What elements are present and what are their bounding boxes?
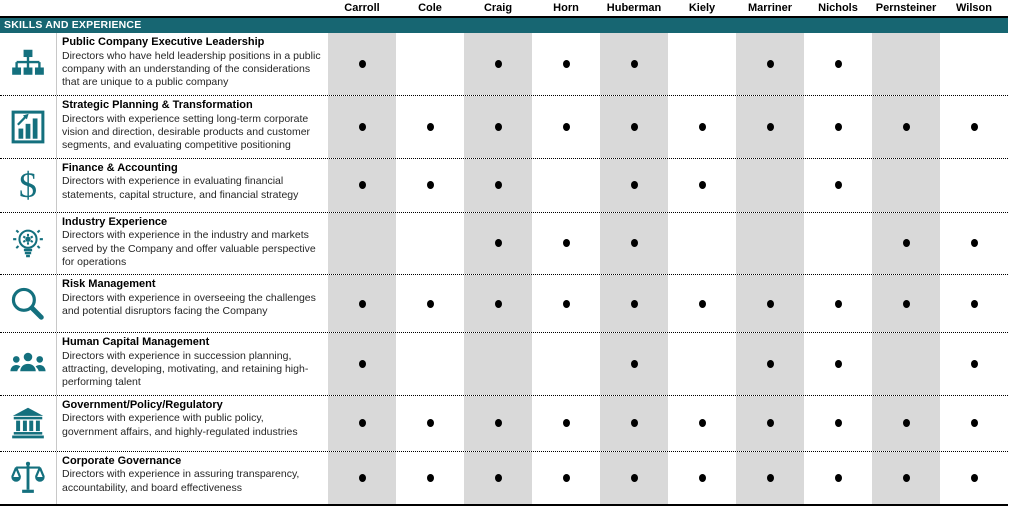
dot-icon (563, 300, 570, 308)
skill-text-cell (56, 333, 328, 395)
matrix-cell (396, 275, 464, 332)
director-name: Horn (553, 2, 579, 14)
skill-icon-cell (0, 96, 56, 158)
skill-row (0, 96, 1008, 159)
matrix-cell (396, 333, 464, 395)
matrix-cell (872, 333, 940, 395)
director-name: Pernsteiner (875, 2, 937, 14)
skill-row (0, 33, 1008, 96)
matrix-cell (396, 96, 464, 158)
skill-title: Human Capital Management (62, 336, 210, 349)
dot-icon (767, 60, 774, 68)
matrix-cell (804, 275, 872, 332)
dot-icon (631, 300, 638, 308)
svg-text:$: $ (18, 166, 38, 205)
dot-icon (835, 419, 842, 427)
dot-icon (903, 239, 910, 247)
matrix-cell (804, 333, 872, 395)
matrix-cell (464, 396, 532, 451)
matrix-cell (804, 159, 872, 212)
matrix-cell (668, 159, 736, 212)
skill-description: Directors with experience in assuring transparency, accountability, and board effectiveness (62, 468, 300, 494)
org-chart-icon (9, 45, 47, 83)
matrix-cell (668, 213, 736, 275)
dot-icon (427, 419, 434, 427)
dot-icon (767, 474, 774, 482)
dot-icon (971, 474, 978, 482)
matrix-cell (328, 275, 396, 332)
skill-title: Finance & Accounting (62, 161, 178, 174)
matrix-cell (940, 33, 1008, 95)
dot-icon (563, 239, 570, 247)
skill-title: Government/Policy/Regulatory (62, 398, 223, 411)
skill-icon-cell (0, 452, 56, 504)
bar-chart-icon (9, 108, 47, 146)
matrix-cell (736, 96, 804, 158)
matrix-cell (736, 213, 804, 275)
skill-text-cell (56, 159, 328, 212)
matrix-cell (600, 33, 668, 95)
matrix-cell (668, 396, 736, 451)
matrix-cell (532, 33, 600, 95)
dot-icon (563, 123, 570, 131)
skill-description: Directors with experience in overseeing the challenges and potential disruptors facing the Company (62, 291, 316, 318)
dot-icon (767, 123, 774, 131)
skill-title: Public Company Executive Leadership (62, 36, 265, 48)
dot-icon (835, 360, 842, 368)
dot-icon (767, 300, 774, 308)
dot-icon (903, 474, 910, 482)
dot-icon (835, 474, 842, 482)
skill-title: Corporate Governance (62, 454, 182, 467)
matrix-cell (396, 33, 464, 95)
matrix-body (0, 33, 1008, 506)
matrix-cell (872, 452, 940, 504)
matrix-cell (464, 96, 532, 158)
matrix-cell (872, 96, 940, 158)
matrix-cell (804, 213, 872, 275)
skill-row (0, 159, 1008, 213)
skill-description: Directors with experience with public policy, government affairs, and highly-regulated industries (62, 412, 298, 438)
scales-icon (9, 459, 47, 497)
matrix-cell (464, 213, 532, 275)
dot-icon (971, 360, 978, 368)
skill-text-cell (56, 213, 328, 275)
dot-icon (971, 239, 978, 247)
matrix-cell (940, 213, 1008, 275)
skill-text-cell (56, 452, 328, 504)
matrix-cell (464, 159, 532, 212)
matrix-cell (532, 96, 600, 158)
matrix-cell (600, 452, 668, 504)
skill-icon-cell (0, 213, 56, 275)
dot-icon (631, 419, 638, 427)
government-building-icon (9, 404, 47, 442)
matrix-cell (396, 452, 464, 504)
director-name: Craig (483, 2, 513, 14)
skill-title: Strategic Planning & Transformation (62, 99, 253, 111)
director-name: Cole (418, 2, 442, 14)
skill-description: Directors who have held leadership positions in a public company with an understanding of the considerations that are unique to a public company (62, 49, 321, 89)
matrix-cell (668, 96, 736, 158)
dot-icon (563, 419, 570, 427)
dot-icon (495, 474, 502, 482)
dot-icon (835, 300, 842, 308)
matrix-cell (668, 275, 736, 332)
dot-icon (359, 123, 366, 131)
matrix-cell (464, 452, 532, 504)
dot-icon (631, 239, 638, 247)
matrix-cell (940, 452, 1008, 504)
matrix-cell (940, 275, 1008, 332)
matrix-cell (328, 396, 396, 451)
dot-icon (835, 123, 842, 131)
dot-icon (427, 181, 434, 189)
skill-icon-cell (0, 33, 56, 95)
dot-icon (427, 474, 434, 482)
skill-description: Directors with experience in the industry and markets served by the Company and offer valuable perspective for operations (62, 229, 316, 268)
matrix-cell (600, 275, 668, 332)
dot-icon (835, 60, 842, 68)
matrix-cell (804, 96, 872, 158)
director-name: Huberman (606, 2, 662, 14)
dot-icon (495, 60, 502, 68)
skill-description: Directors with experience in succession planning, attracting, developing, motivating, and retaining high-performing talent (62, 349, 309, 389)
director-name: Kiely (688, 2, 716, 14)
dot-icon (359, 300, 366, 308)
matrix-cell (736, 159, 804, 212)
matrix-cell (532, 333, 600, 395)
skill-icon-cell (0, 396, 56, 451)
dot-icon (563, 60, 570, 68)
dot-icon (971, 300, 978, 308)
dot-icon (631, 123, 638, 131)
matrix-cell (736, 275, 804, 332)
matrix-cell (464, 275, 532, 332)
dot-icon (495, 300, 502, 308)
matrix-cell (600, 213, 668, 275)
skill-text-cell (56, 96, 328, 158)
section-title-bar: SKILLS AND EXPERIENCE (0, 16, 1008, 33)
matrix-cell (600, 396, 668, 451)
skill-row (0, 396, 1008, 452)
dot-icon (495, 123, 502, 131)
skill-row (0, 333, 1008, 396)
matrix-cell (532, 159, 600, 212)
directors-header (0, 0, 1008, 16)
skill-icon-cell (0, 333, 56, 395)
skill-title: Industry Experience (62, 215, 168, 228)
matrix-cell (600, 333, 668, 395)
matrix-cell (396, 213, 464, 275)
matrix-cell (872, 33, 940, 95)
skill-row (0, 275, 1008, 333)
dot-icon (495, 181, 502, 189)
matrix-cell (464, 333, 532, 395)
skill-text-cell (56, 275, 328, 332)
dot-icon (699, 300, 706, 308)
matrix-cell (328, 159, 396, 212)
matrix-cell (396, 159, 464, 212)
dot-icon (631, 474, 638, 482)
matrix-cell (736, 33, 804, 95)
matrix-cell (328, 33, 396, 95)
matrix-cell (532, 396, 600, 451)
matrix-cell (940, 96, 1008, 158)
dot-icon (631, 360, 638, 368)
matrix-cell (328, 213, 396, 275)
dot-icon (359, 474, 366, 482)
skill-description: Directors with experience setting long-term corporate vision and direction, desirable products and customer segments, and evaluating competitive positioning (62, 112, 311, 152)
dot-icon (699, 181, 706, 189)
skill-row (0, 213, 1008, 276)
dot-icon (359, 419, 366, 427)
matrix-cell (532, 213, 600, 275)
director-name: Marriner (747, 2, 793, 14)
people-icon (9, 345, 47, 383)
skill-text-cell (56, 33, 328, 95)
matrix-cell (600, 96, 668, 158)
skill-title: Risk Management (62, 278, 156, 291)
director-name: Nichols (818, 2, 858, 14)
matrix-cell (464, 33, 532, 95)
dot-icon (359, 360, 366, 368)
dot-icon (495, 419, 502, 427)
dot-icon (903, 123, 910, 131)
dot-icon (699, 123, 706, 131)
dot-icon (495, 239, 502, 247)
matrix-cell (872, 213, 940, 275)
skill-icon-cell (0, 159, 56, 212)
director-name: Carroll (344, 2, 380, 14)
dot-icon (903, 300, 910, 308)
matrix-cell (532, 452, 600, 504)
skill-text-cell (56, 396, 328, 451)
matrix-cell (328, 96, 396, 158)
dot-icon (359, 181, 366, 189)
matrix-cell (872, 396, 940, 451)
skill-description: Directors with experience in evaluating financial statements, capital structure, and financial strategy (62, 175, 299, 201)
matrix-cell (804, 33, 872, 95)
dot-icon (359, 60, 366, 68)
matrix-cell (736, 333, 804, 395)
dot-icon (631, 181, 638, 189)
matrix-cell (736, 452, 804, 504)
lightbulb-gear-icon (9, 224, 47, 262)
dot-icon (427, 300, 434, 308)
matrix-cell (872, 275, 940, 332)
matrix-cell (396, 396, 464, 451)
dollar-icon (9, 166, 47, 204)
dot-icon (767, 419, 774, 427)
matrix-cell (600, 159, 668, 212)
dot-icon (767, 360, 774, 368)
matrix-cell (940, 333, 1008, 395)
magnifier-icon (9, 285, 47, 323)
dot-icon (971, 123, 978, 131)
dot-icon (971, 419, 978, 427)
dot-icon (427, 123, 434, 131)
skill-icon-cell (0, 275, 56, 332)
matrix-cell (804, 452, 872, 504)
dot-icon (563, 474, 570, 482)
matrix-cell (532, 275, 600, 332)
matrix-cell (328, 333, 396, 395)
director-name: Wilson (956, 2, 992, 14)
dot-icon (631, 60, 638, 68)
dot-icon (903, 419, 910, 427)
matrix-cell (736, 396, 804, 451)
matrix-cell (328, 452, 396, 504)
matrix-cell (940, 159, 1008, 212)
dot-icon (835, 181, 842, 189)
matrix-cell (668, 33, 736, 95)
dot-icon (699, 419, 706, 427)
matrix-cell (940, 396, 1008, 451)
skill-row (0, 452, 1008, 504)
matrix-cell (804, 396, 872, 451)
matrix-cell (668, 333, 736, 395)
matrix-cell (668, 452, 736, 504)
dot-icon (699, 474, 706, 482)
matrix-cell (872, 159, 940, 212)
